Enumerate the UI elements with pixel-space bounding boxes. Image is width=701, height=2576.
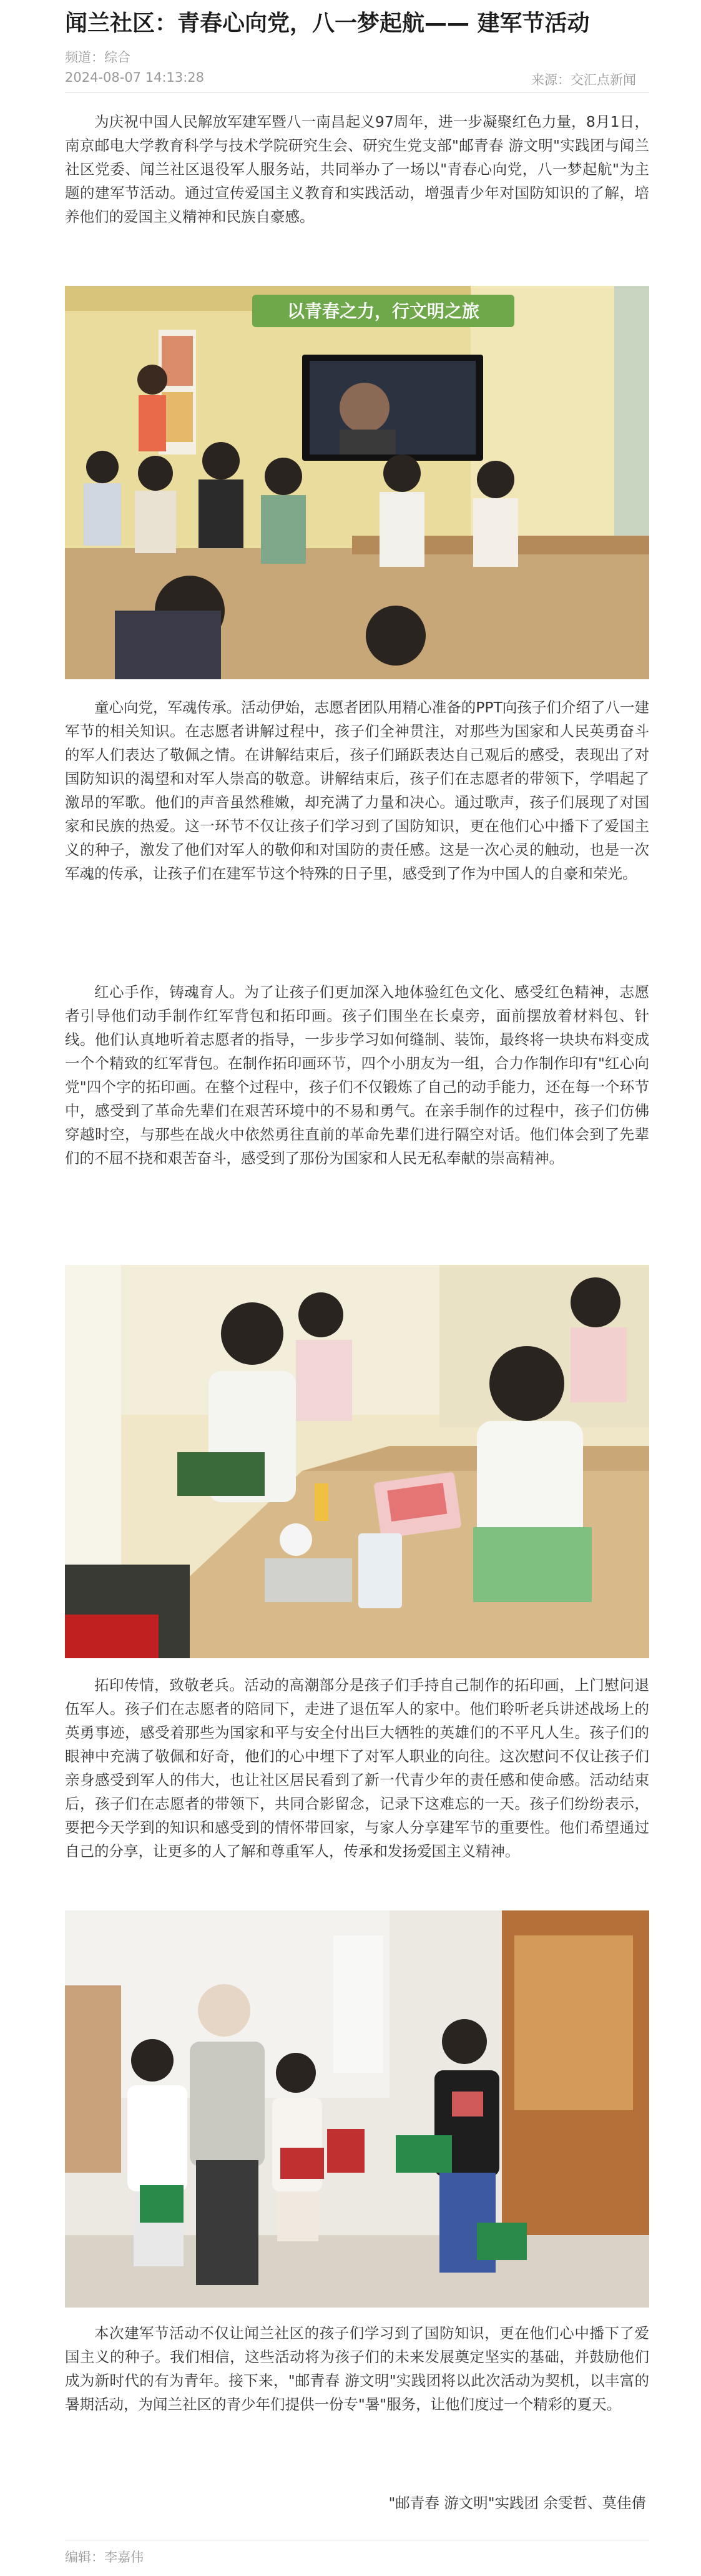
veteran-group-illustration: [65, 1910, 649, 2308]
handcraft-table-photo: [65, 1265, 649, 1658]
banner-text: 以青春之力，行文明之旅: [287, 301, 480, 322]
paragraph-section-3: 拓印传情，致敬老兵。活动的高潮部分是孩子们手持自己制作的拓印画，上门慰问退伍军人。孩子们在志愿者的陪同下，走进了退伍军人的家中。他们聆听老兵讲述战场上的英勇事迹，感受着那些为国家和平与安全付出巨大牺牲的英雄们的不平凡人生。孩子们的眼神中充满了敬佩和好奇，他们的心中埋下了对军人职业的向往。这次慰问不仅让孩子们亲身感受到军人的伟大，也让社区居民看到了新一代青少年的责任感和使命感。活动结束后，孩子们在志愿者的带领下，共同合影留念，记录下这难忘的一天。孩子们纷纷表示，要把今天学到的知识和感受到的情怀带回家，与家人分享建军节的重要性。他们希望通过自己的分享，让更多的人了解和尊重军人，传承和发扬爱国主义精神。: [65, 1676, 649, 1860]
paragraph-intro: 为庆祝中国人民解放军建军暨八一南昌起义97周年，进一步凝聚红色力量，8月1日，南京邮电大学教育科学与技术学院研究生会、研究生党支部"邮青春 游文明"实践团与闻兰社区党委、闻兰社区退役军人服务站，共同举办了一场以"青春心向党，八一梦起航"为主题的建军节活动。通过宣传爱国主义教育和实践活动，增强青少年对国防知识的了解，培养他们的爱国主义精神和民族自豪感。: [65, 113, 649, 225]
article-title: 闻兰社区：青春心向党，八一梦起航—— 建军节活动: [65, 11, 590, 36]
paragraph-section-2: 红心手作，铸魂育人。为了让孩子们更加深入地体验红色文化、感受红色精神，志愿者引导他们动手制作红军背包和拓印画。孩子们围坐在长桌旁，面前摆放着材料包、针线。他们认真地听着志愿者的指导，一步步学习如何缝制、装饰，最终将一块块布料变成一个个精致的红军背包。在制作拓印画环节，四个小朋友为一组，合力作制作印有"红心向党"四个字的拓印画。在整个过程中，孩子们不仅锻炼了自己的动手能力，还在每一个环节中，感受到了革命先辈们在艰苦环境中的不易和勇气。在亲手制作的过程中，孩子们仿佛穿越时空，与那些在战火中依然勇往直前的革命先辈们进行隔空对话。他们体会到了先辈们的不屈不挠和艰苦奋斗，感受到了那份为国家和人民无私奉献的崇高精神。: [65, 983, 649, 1167]
paragraph-section-1: 童心向党，军魂传承。活动伊始，志愿者团队用精心准备的PPT向孩子们介绍了八一建军节的相关知识。在志愿者讲解过程中，孩子们全神贯注，对那些为国家和人民英勇奋斗的军人们表达了敬佩之情。在讲解结束后，孩子们踊跃表达自己观后的感受，表现出了对国防知识的渴望和对军人崇高的敬意。讲解结束后，孩子们在志愿者的带领下，学唱起了激昂的军歌。他们的声音虽然稚嫩，却充满了力量和决心。通过歌声，孩子们展现了对国家和民族的热爱。这一环节不仅让孩子们学习到了国防知识，更在他们心中播下了爱国主义的种子，激发了他们对军人的敬仰和对国防的责任感。这是一次心灵的触动，也是一次军魂的传承，让孩子们在建军节这个特殊的日子里，感受到了作为中国人的自豪和荣光。: [65, 699, 649, 882]
publish-time: 2024-08-07 14:13:28: [65, 70, 205, 85]
editor-label: 编辑：李嘉伟: [65, 2550, 144, 2565]
header-divider: [65, 92, 649, 93]
author-signature: "邮青春 游文明"实践团 余雯哲、莫佳倩: [388, 2494, 646, 2512]
handcraft-table-illustration: [65, 1265, 649, 1658]
source-label: 来源：交汇点新闻: [531, 72, 636, 87]
veteran-group-photo: [65, 1910, 649, 2308]
channel-label: 频道：综合: [65, 50, 130, 65]
classroom-video-photo: [65, 286, 649, 679]
classroom-video-illustration: [65, 286, 649, 679]
paragraph-closing: 本次建军节活动不仅让闻兰社区的孩子们学习到了国防知识，更在他们心中播下了爱国主义的种子。我们相信，这些活动将为孩子们的未来发展奠定坚实的基础，并鼓励他们成为新时代的有为青年。接下来，"邮青春 游文明"实践团将以此次活动为契机，以丰富的暑期活动，为闻兰社区的青少年们提供一份专"暑"服务，让他们度过一个精彩的夏天。: [65, 2324, 649, 2413]
